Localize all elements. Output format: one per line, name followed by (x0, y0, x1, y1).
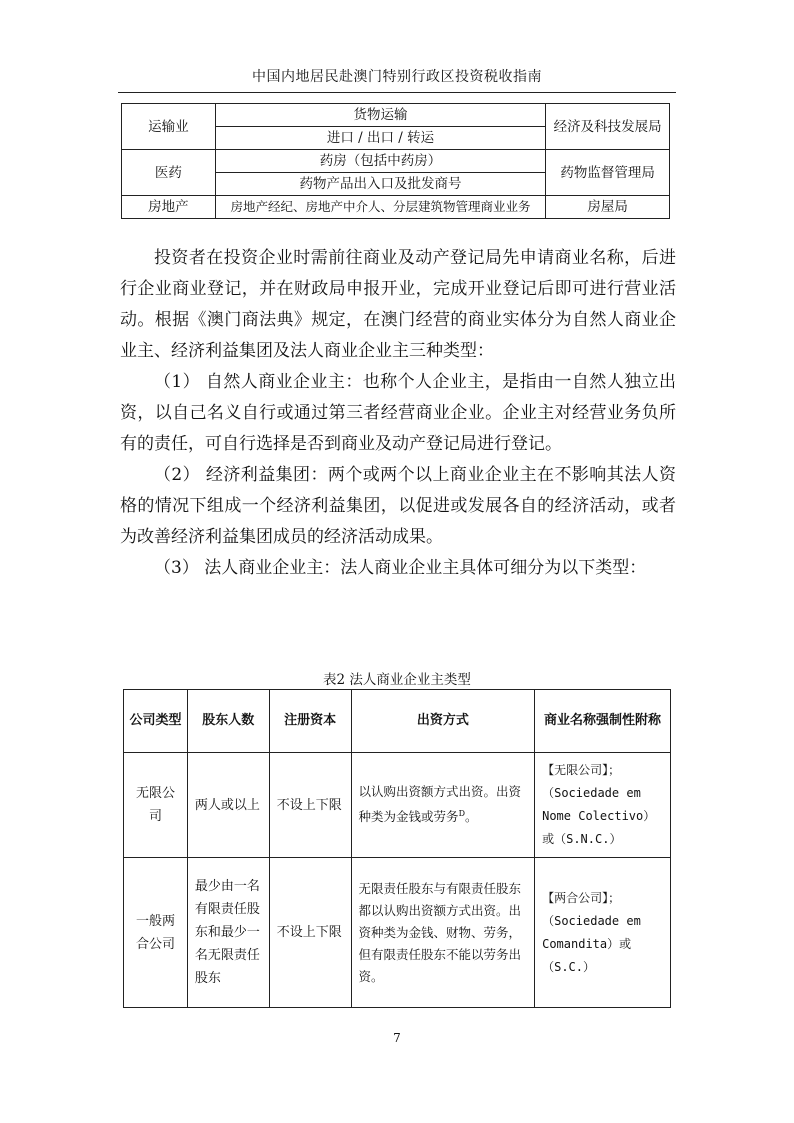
industry-cell: 医药 (122, 150, 216, 196)
contribution-cell (351, 753, 535, 858)
contribution-cell: 无限责任股东与有限责任股东都以认购出资额方式出资。出资种类为金钱、财物、劳务，但有限责任股东不能以劳务出资。 (351, 858, 535, 1008)
footnote-marker: D (458, 809, 465, 819)
industry-cell: 运输业 (122, 104, 216, 150)
shareholders-cell: 最少由一名有限责任股东和最少一名无限责任股东 (187, 858, 269, 1008)
industry-cell: 房地产 (122, 196, 216, 219)
company-type-cell: 一般两合公司 (124, 858, 188, 1008)
authority-cell: 房屋局 (546, 196, 670, 219)
intro-paragraph: 投资者在投资企业时需前往商业及动产登记局先申请商业名称，后进行企业商业登记，并在财政局申报开业，完成开业登记后即可进行营业活动。根据《澳门商法典》规定，在澳门经营的商业实体分为自然人商业企业主、经济利益集团及法人商业企业主三种类型： (120, 248, 676, 361)
contribution-end: 。 (464, 809, 478, 825)
contribution-text: 以认购出资额方式出资。出资种类为金钱或劳务 (358, 784, 522, 825)
table-header-row (124, 690, 671, 753)
suffix-cell: 【无限公司】；（Sociedade em Nome Colectivo）或（S.N.C.） (535, 753, 671, 858)
authority-cell: 药物监督管理局 (546, 150, 670, 196)
suffix-cell: 【两合公司】；（Sociedade em Comandita）或（S.C.） (535, 858, 671, 1008)
authority-cell: 经济及科技发展局 (546, 104, 670, 150)
shareholders-cell: 两人或以上 (187, 753, 269, 858)
table-row (124, 858, 671, 1008)
activity-cell: 房地产经纪、房地产中介人、分层建筑物管理商业业务 (215, 196, 545, 219)
corporate-types-table (123, 689, 671, 1008)
type-2-paragraph: （2） 经济利益集团：两个或两个以上商业企业主在不影响其法人资格的情况下组成一个经济利益集团，以促进或发展各自的经济活动，或者为改善经济利益集团成员的经济活动成果。 (120, 465, 676, 547)
type-3-paragraph: （3） 法人商业企业主：法人商业企业主具体可细分为以下类型： (154, 558, 647, 578)
header-company-type: 公司类型 (124, 690, 188, 753)
header-capital: 注册资本 (269, 690, 351, 753)
type-1-paragraph: （1） 自然人商业企业主：也称个人企业主，是指由一自然人独立出资，以自己名义自行或通过第三者经营商业企业。企业主对经营业务负所有的责任，可自行选择是否到商业及动产登记局进行登记。 (120, 372, 676, 454)
activity-cell: 进口 / 出口 / 转运 (215, 127, 545, 150)
industry-authority-table (121, 103, 670, 219)
header-contribution: 出资方式 (351, 690, 535, 753)
header-shareholders: 股东人数 (187, 690, 269, 753)
company-type-cell: 无限公司 (124, 753, 188, 858)
capital-cell: 不设上下限 (269, 753, 351, 858)
activity-cell: 药物产品出入口及批发商号 (215, 173, 545, 196)
header-suffix: 商业名称强制性附称 (535, 690, 671, 753)
page-number: 7 (393, 1031, 401, 1045)
page-header: 中国内地居民赴澳门特别行政区投资税收指南 (118, 66, 676, 93)
activity-cell: 药房（包括中药房） (215, 150, 545, 173)
capital-cell: 不设上下限 (269, 858, 351, 1008)
table-row (124, 753, 671, 858)
body-text (120, 243, 676, 584)
table-caption: 表2 法人商业企业主类型 (323, 672, 471, 688)
activity-cell: 货物运输 (215, 104, 545, 127)
